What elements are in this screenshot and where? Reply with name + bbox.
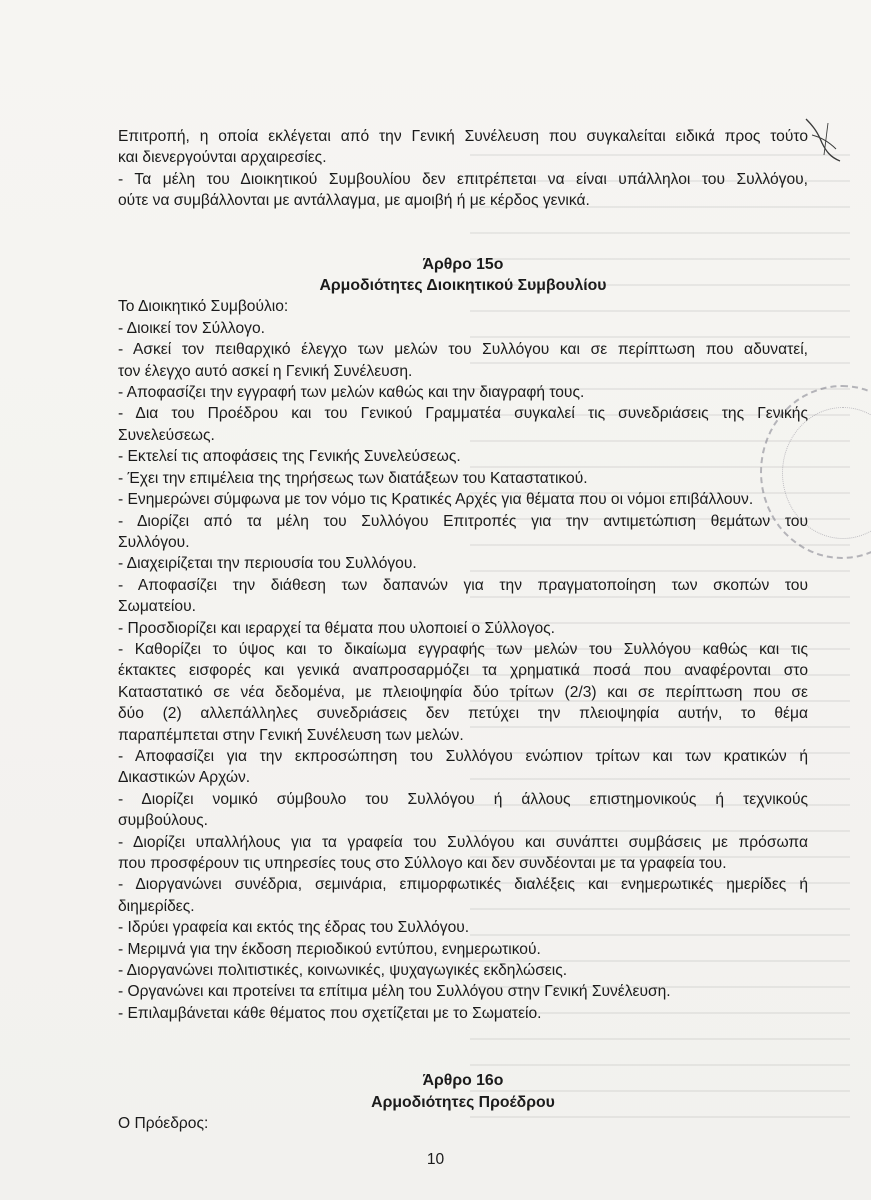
article-line: - Ασκεί τον πειθαρχικό έλεγχο των μελών του Συλλόγου και σε περίπτωση που αδυνατεί,: [118, 341, 808, 359]
article-15-title: Αρμοδιότητες Διοικητικού Συμβουλίου: [319, 277, 607, 295]
article-line: - Ιδρύει γραφεία και εκτός της έδρας του Συλλόγου.: [118, 919, 470, 937]
article-line: παραπέμπεται στην Γενική Συνέλευση των μελών.: [118, 726, 464, 744]
intro-line: ούτε να συμβάλλονται με αντάλλαγμα, με αμοιβή ή με κέρδος γενικά.: [118, 192, 590, 210]
article-line: Σωματείου.: [118, 598, 196, 616]
article-line: - Επιλαμβάνεται κάθε θέματος που σχετίζεται με το Σωματείο.: [118, 1004, 542, 1022]
article-line: - Διοικεί τον Σύλλογο.: [118, 319, 265, 337]
article-line: συμβούλους.: [118, 812, 208, 830]
article-16-body: [118, 1113, 808, 1134]
article-line: - Διορίζει νομικό σύμβουλο του Συλλόγου ή άλλους επιστημονικούς ή τεχνικούς: [118, 790, 808, 808]
document-body: [118, 126, 808, 1134]
article-line: - Καθορίζει το ύψος και το δικαίωμα εγγραφής των μελών του Συλλόγου καθώς και τις: [118, 640, 808, 658]
article-line: Συνελεύσεως.: [118, 426, 215, 444]
article-line: - Αποφασίζει την εγγραφή των μελών καθώς και την διαγραφή τους.: [118, 384, 585, 402]
article-line: - Έχει την επιμέλεια της τηρήσεως των διατάξεων του Καταστατικού.: [118, 469, 588, 487]
article-line: διημερίδες.: [118, 897, 195, 915]
article-line: - Διορίζει υπαλλήλους για τα γραφεία του Συλλόγου και συνάπτει συμβάσεις με πρόσωπα: [118, 833, 808, 851]
article-line: Ο Πρόεδρος:: [118, 1115, 209, 1133]
article-line: τον έλεγχο αυτό ασκεί η Γενική Συνέλευση.: [118, 362, 413, 380]
article-line: - Οργανώνει και προτείνει τα επίτιμα μέλη του Συλλόγου στην Γενική Συνέλευση.: [118, 983, 671, 1001]
article-line: που προσφέρουν τις υπηρεσίες τους στο Σύλλογο και δεν συνδέονται με τα γραφεία του.: [118, 855, 727, 872]
intro-line: - Τα μέλη του Διοικητικού Συμβουλίου δεν επιτρέπεται να είναι υπάλληλοι του Συλλόγου,: [118, 170, 808, 188]
spacer: [118, 212, 808, 254]
article-line: - Διορίζει από τα μέλη του Συλλόγου Επιτροπές για την αντιμετώπιση θεμάτων του: [118, 512, 808, 530]
article-line: Δικαστικών Αρχών.: [118, 769, 251, 787]
article-line: Συλλόγου.: [118, 533, 190, 551]
article-line: - Διοργανώνει συνέδρια, σεμινάρια, επιμορφωτικές διαλέξεις και ενημερωτικές ημερίδες ή: [118, 876, 808, 894]
article-15-body: [118, 296, 808, 1024]
article-line: Το Διοικητικό Συμβούλιο:: [118, 298, 289, 316]
article-16-number: Άρθρο 16ο: [422, 1072, 504, 1090]
spacer: [118, 1024, 808, 1070]
article-line: - Εκτελεί τις αποφάσεις της Γενικής Συνελεύσεως.: [118, 448, 461, 466]
article-15-number: Άρθρο 15ο: [422, 255, 504, 273]
article-line: - Αποφασίζει για την εκπροσώπηση του Συλλόγου ενώπιον τρίτων και των κρατικών ή: [118, 747, 808, 765]
intro-line: και διενεργούνται αρχαιρεσίες.: [118, 149, 327, 167]
article-line: δύο (2) αλλεπάλληλες συνεδριάσεις δεν πετύχει την πλειοψηφία αυτήν, το θέμα: [118, 705, 808, 723]
article-16-title: Αρμοδιότητες Προέδρου: [371, 1093, 555, 1111]
page-number: 10: [426, 1151, 445, 1168]
article-line: - Ενημερώνει σύμφωνα με τον νόμο τις Κρατικές Αρχές για θέματα που οι νόμοι επιβάλλουν.: [118, 491, 754, 509]
article-line: έκτακτες εισφορές και γενικά αναπροσαρμόζει τα χρηματικά ποσά που αναφέρονται στο: [118, 662, 808, 680]
article-line: - Προσδιορίζει και ιεραρχεί τα θέματα που υλοποιεί ο Σύλλογος.: [118, 619, 556, 637]
article-line: - Διοργανώνει πολιτιστικές, κοινωνικές, ψυχαγωγικές εκδηλώσεις.: [118, 962, 568, 980]
article-line: - Μεριμνά για την έκδοση περιοδικού εντύπου, ενημερωτικού.: [118, 940, 541, 958]
article-line: - Δια του Προέδρου και του Γενικού Γραμματέα συγκαλεί τις συνεδριάσεις της Γενικής: [118, 405, 808, 423]
intro-line: Επιτροπή, η οποία εκλέγεται από την Γενική Συνέλευση που συγκαλείται ειδικά προς τούτο: [118, 128, 808, 145]
article-line: Καταστατικό σε νέα δεδομένα, με πλειοψηφία δύο τρίτων (2/3) και σε περίπτωση που σε: [118, 683, 808, 701]
article-line: - Διαχειρίζεται την περιουσία του Συλλόγου.: [118, 555, 417, 573]
article-line: - Αποφασίζει την διάθεση των δαπανών για την πραγματοποίηση των σκοπών του: [118, 576, 808, 594]
